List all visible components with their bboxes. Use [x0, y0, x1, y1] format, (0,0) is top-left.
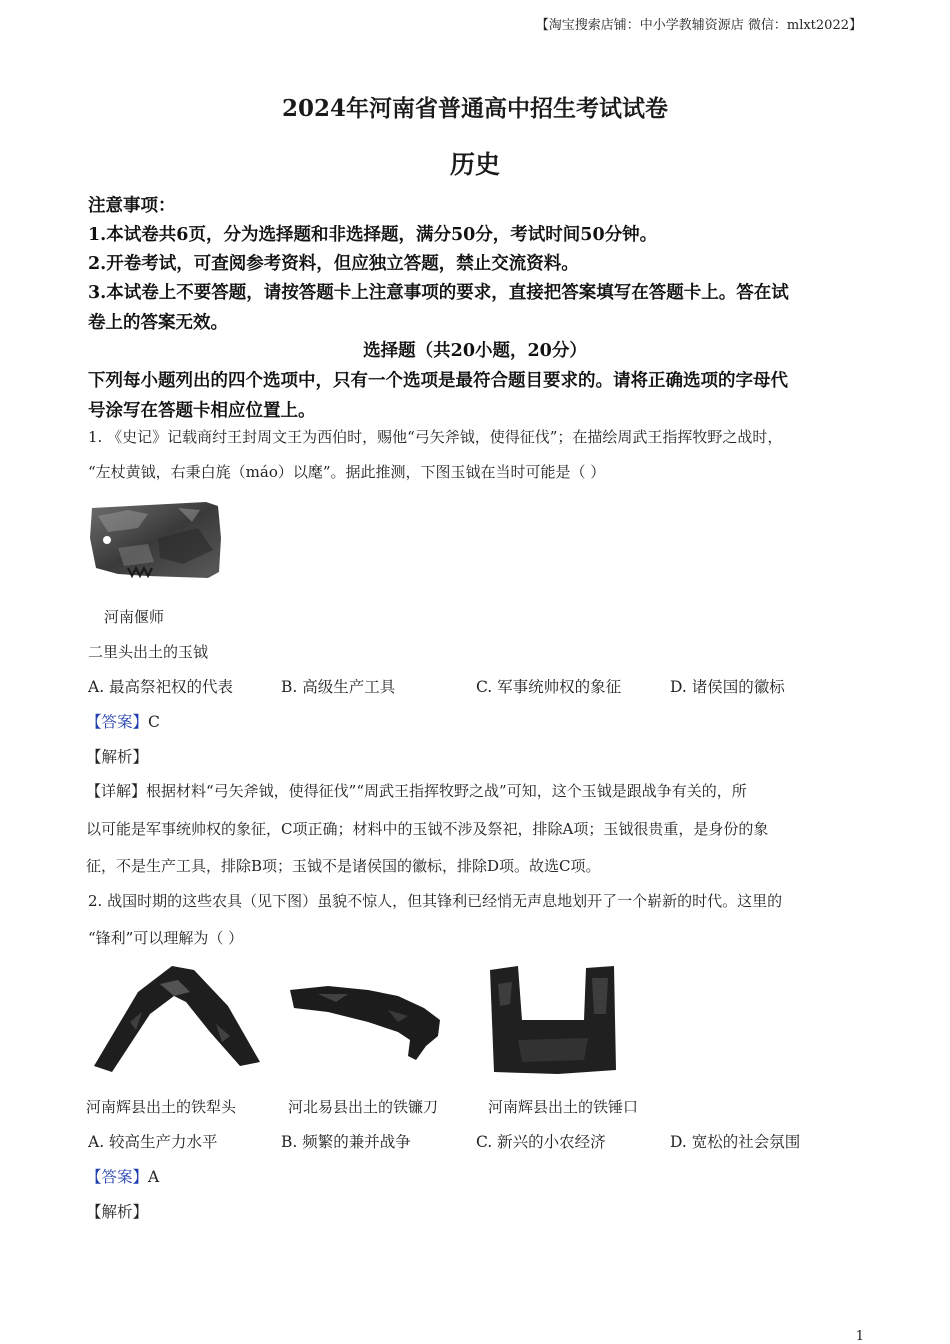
- q1-detail: [86, 780, 747, 801]
- q2-option-d: D. 宽松的社会氛围: [670, 1133, 801, 1151]
- q1-caption-line2: 二里头出土的玉钺: [88, 643, 209, 661]
- section-instruction: 下列每小题列出的四个选项中，只有一个选项是最符合题目要求的。请将正确选项的字母代: [88, 371, 788, 391]
- answer-label: 【答案】: [86, 1168, 149, 1186]
- iron-sickle-image: [288, 980, 444, 1064]
- q2-option-a: A. 较高生产力水平: [88, 1133, 218, 1151]
- q1-option-d: D. 诸侯国的徽标: [670, 678, 785, 696]
- notice-heading: 注意事项：: [88, 196, 176, 216]
- q2-stem-cont: “锋利”可以理解为（ ）: [88, 929, 244, 947]
- q1-answer: [86, 710, 160, 732]
- q2-answer: [86, 1165, 159, 1187]
- q1-analysis-label: 【解析】: [86, 748, 149, 766]
- iron-plow-head-image: [90, 962, 262, 1074]
- notice-item-3: 3.本试卷上不要答题，请按答题卡上注意事项的要求，直接把答案填写在答题卡上。答在试: [88, 283, 789, 303]
- q2-option-b: B. 频繁的兼并战争: [281, 1133, 411, 1151]
- q1-caption-line1: 河南偃师: [104, 608, 165, 626]
- notice-item-3-cont: 卷上的答案无效。: [88, 313, 228, 333]
- detail-text: 根据材料“弓矢斧钺，使得征伐”“周武王指挥牧野之战”可知，这个玉钺是跟战争有关的，所: [146, 782, 747, 800]
- q1-detail-cont-1: 以可能是军事统帅权的象征，C项正确；材料中的玉钺不涉及祭祀，排除A项；玉钺很贵重，是身份的象: [86, 820, 769, 838]
- q1-option-b: B. 高级生产工具: [281, 678, 396, 696]
- answer-value: A: [148, 1168, 160, 1186]
- subject-title: 历史: [449, 150, 500, 179]
- jade-axe-image: [88, 498, 224, 582]
- q2-analysis-label: 【解析】: [86, 1203, 149, 1221]
- q1-stem: 1. 《史记》记载商纣王封周文王为西伯时，赐他“弓矢斧钺，使得征伐”；在描绘周武王指挥牧野之战时，: [88, 428, 783, 446]
- iron-hoe-blade-image: [488, 964, 618, 1076]
- q2-caption-1: 河南辉县出土的铁犁头: [86, 1098, 237, 1116]
- exam-title: 2024年河南省普通高中招生考试试卷: [281, 95, 668, 122]
- q2-stem: 2. 战国时期的这些农具（见下图）虽貌不惊人，但其锋利已经悄无声息地划开了一个崭新的时代。这里的: [88, 892, 783, 910]
- q2-caption-2: 河北易县出土的铁镰刀: [288, 1098, 439, 1116]
- section-instruction-cont: 号涂写在答题卡相应位置上。: [88, 401, 316, 421]
- q1-option-a: A. 最高祭祀权的代表: [88, 678, 234, 696]
- q2-caption-3: 河南辉县出土的铁锤口: [488, 1098, 639, 1116]
- q1-option-c: C. 军事统帅权的象征: [476, 678, 622, 696]
- answer-value: C: [148, 713, 160, 731]
- q1-detail-cont-2: 征，不是生产工具，排除B项；玉钺不是诸侯国的徽标，排除D项。故选C项。: [86, 857, 601, 875]
- notice-item-1: 1.本试卷共6页，分为选择题和非选择题，满分50分，考试时间50分钟。: [88, 225, 658, 245]
- header-note: 【淘宝搜索店铺：中小学教辅资源店 微信：mlxt2022】: [535, 18, 862, 33]
- page-number: 1: [855, 1329, 864, 1344]
- section-title: 选择题（共20小题，20分）: [363, 341, 587, 361]
- notice-item-2: 2.开卷考试，可查阅参考资料，但应独立答题，禁止交流资料。: [88, 254, 579, 274]
- answer-label: 【答案】: [86, 713, 149, 731]
- detail-label: 【详解】: [86, 782, 147, 800]
- q2-option-c: C. 新兴的小农经济: [476, 1133, 606, 1151]
- q1-stem-cont: “左杖黄钺，右秉白旄（máo）以麾”。据此推测，下图玉钺在当时可能是（ ）: [88, 463, 606, 481]
